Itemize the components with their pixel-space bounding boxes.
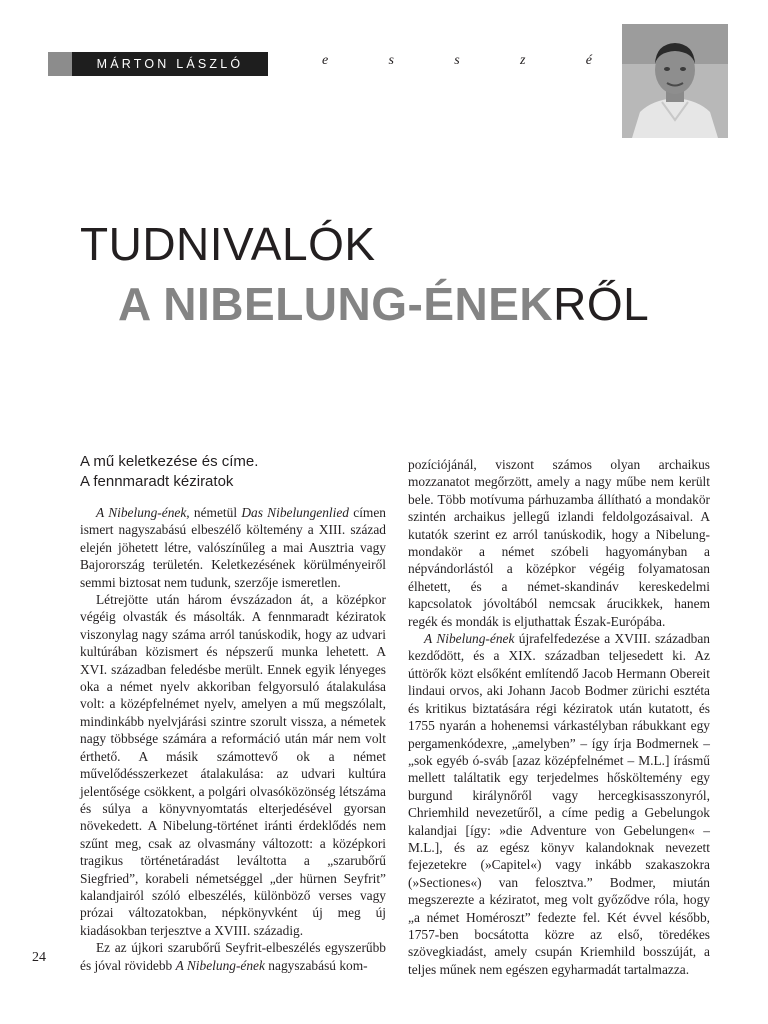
left-column [80, 452, 386, 974]
section-heading [80, 452, 386, 492]
paragraph-text: címen ismert nagyszabású elbeszélő költemény a XIII. század elején jöhetett létre, valószínűleg a mai Ausztria vagy Bajorország területén. Keletkezésének körülményeiről semmi biztosat nem tudunk, szerzője ismeretlen. [80, 505, 386, 590]
paragraph: pozíciójánál, viszont számos olyan archaikus mozzanatot megőrzött, amely a nagy műbe nem került bele. Több motívuma párhuzamba állítható a mondakör szintén archaikus jellegű izlandi feldolgozásaival. A kutatók szerint ez arról tanúskodik, hogy a Nibelung-mondakör a német szóbeli hagyományban a népvándorlástól a középkor végéig folyamatosan élhetett, és a német-skandináv kereskedelmi kapcsolatok jóvoltából nemcsak árucikkek, hanem regék és mondák is eljuthattak Észak-Európába. [408, 457, 710, 629]
section-heading-line-2: A fennmaradt kéziratok [80, 473, 234, 490]
italic-title: A Nibelung-ének [424, 631, 515, 647]
paragraph-text: Ez az újkori szarubőrű Seyfrit-elbeszélés egyszerűbb és jóval rövidebb [80, 940, 386, 973]
paragraph [408, 630, 710, 978]
author-photo [622, 24, 728, 138]
paragraph: Létrejötte után három évszázadon át, a középkor végéig olvasták és másolták. A fennmaradt kéziratok viszonylag nagy száma arról tanúskodik, hogy az udvari kultúrában közismert és népszerű munka lehetett. A XVI. században feledésbe merült. Ennek egyik lényeges oka a német nyelv akkoriban felgyorsuló átalakulása volt: a középfelnémet nyelv, amelyen a mű megszólalt, mindinkább nyelvjárási szintre szorult vissza, a németek nagy többsége számára a reformáció után már nem volt érthető. A másik számottevő ok a német művelődésszerkezet átalakulása: az udvari kultúra jelentősége csökkent, a polgári olvasóközönség létszáma és súlya a könyvnyomtatás elterjedésével gyorsan növekedett. A Nibelung-történet iránti érdeklődés nem szűnt meg, csak az olvasmány változott: a középkori tragikus történetáradást leváltotta a „szarubőrű Siegfried”, korabeli németséggel „der hürnen Seyfrit” kalandjairól szóló elbeszélés, különböző verses vagy prózai változatokban, népkönyvként új meg új kiadásokban terjesztve a XVIII. századig. [80, 592, 386, 938]
title-gray-part: A NIBELUNG-ÉNEK [118, 278, 554, 330]
paragraph-text: újrafelfedezése a XVIII. században kezdődött, és a XIX. században teljesedett ki. Az úttörők közt elsőként említendő Jacob Hermann Obereit lindaui orvos, aki Johann Jacob Bodmer zürichi esztéta és kritikus biztatására régi kéziratok után kutatott, és 1755 nyarán a hohenemsi várkastélyban rábukkant egy pergamenkódexre, „amelyben” – így írja Bodmernek – „sok egyéb ó-sváb [azaz középfelnémet – M.L.] írásmű mellett találtatik egy terjedelmes hősköltemény egy burgund királynőről vagy hercegkisasszonyról, Chriemhild nevezetűről, a címe pedig a Gebelungok kalandjai [így: »die Adventure von Gebelungen« – M.L.], és az egész könyv kalandoknak nevezett fejezetekre (»Capitel«) vagy inkább szakaszokra (»Sectiones«) van felosztva.” Bodmer, miután megszerezte a kéziratot, meg volt győződve róla, hogy „a német Homéroszt” fedezte fel. Két évvel később, 1757-ben bocsátotta közre az első, töredékes szövegkiadást, amely csupán Kriemhild bosszúját, a teljes műnek nem egészen egyharmadát tartalmazza. [408, 631, 710, 977]
italic-title: Das Nibelungenlied [241, 505, 349, 520]
paragraph [80, 939, 386, 974]
section-heading-line-1: A mű keletkezése és címe. [80, 453, 259, 470]
title-line-2 [80, 278, 740, 330]
paragraph-text: nagyszabású kom- [264, 957, 368, 973]
header-gray-square [48, 52, 72, 76]
genre-letter: s [454, 53, 460, 68]
author-name: MÁRTON LÁSZLÓ [72, 52, 268, 76]
header-bar [48, 52, 268, 76]
article-title [80, 218, 740, 330]
genre-letter: e [322, 53, 329, 68]
title-black-part: RŐL [553, 278, 650, 330]
genre-letter: z [520, 53, 526, 68]
paragraph-text: németül [189, 505, 242, 520]
genre-letter: é [585, 53, 592, 68]
italic-title: A Nibelung-ének [175, 957, 265, 973]
italic-title: A Nibelung-ének, [96, 505, 190, 520]
paragraph [80, 504, 386, 591]
right-column [408, 456, 710, 978]
title-line-1: TUDNIVALÓK [80, 218, 376, 270]
page-number: 24 [32, 950, 46, 965]
genre-letter: s [388, 53, 394, 68]
genre-label [322, 53, 592, 69]
